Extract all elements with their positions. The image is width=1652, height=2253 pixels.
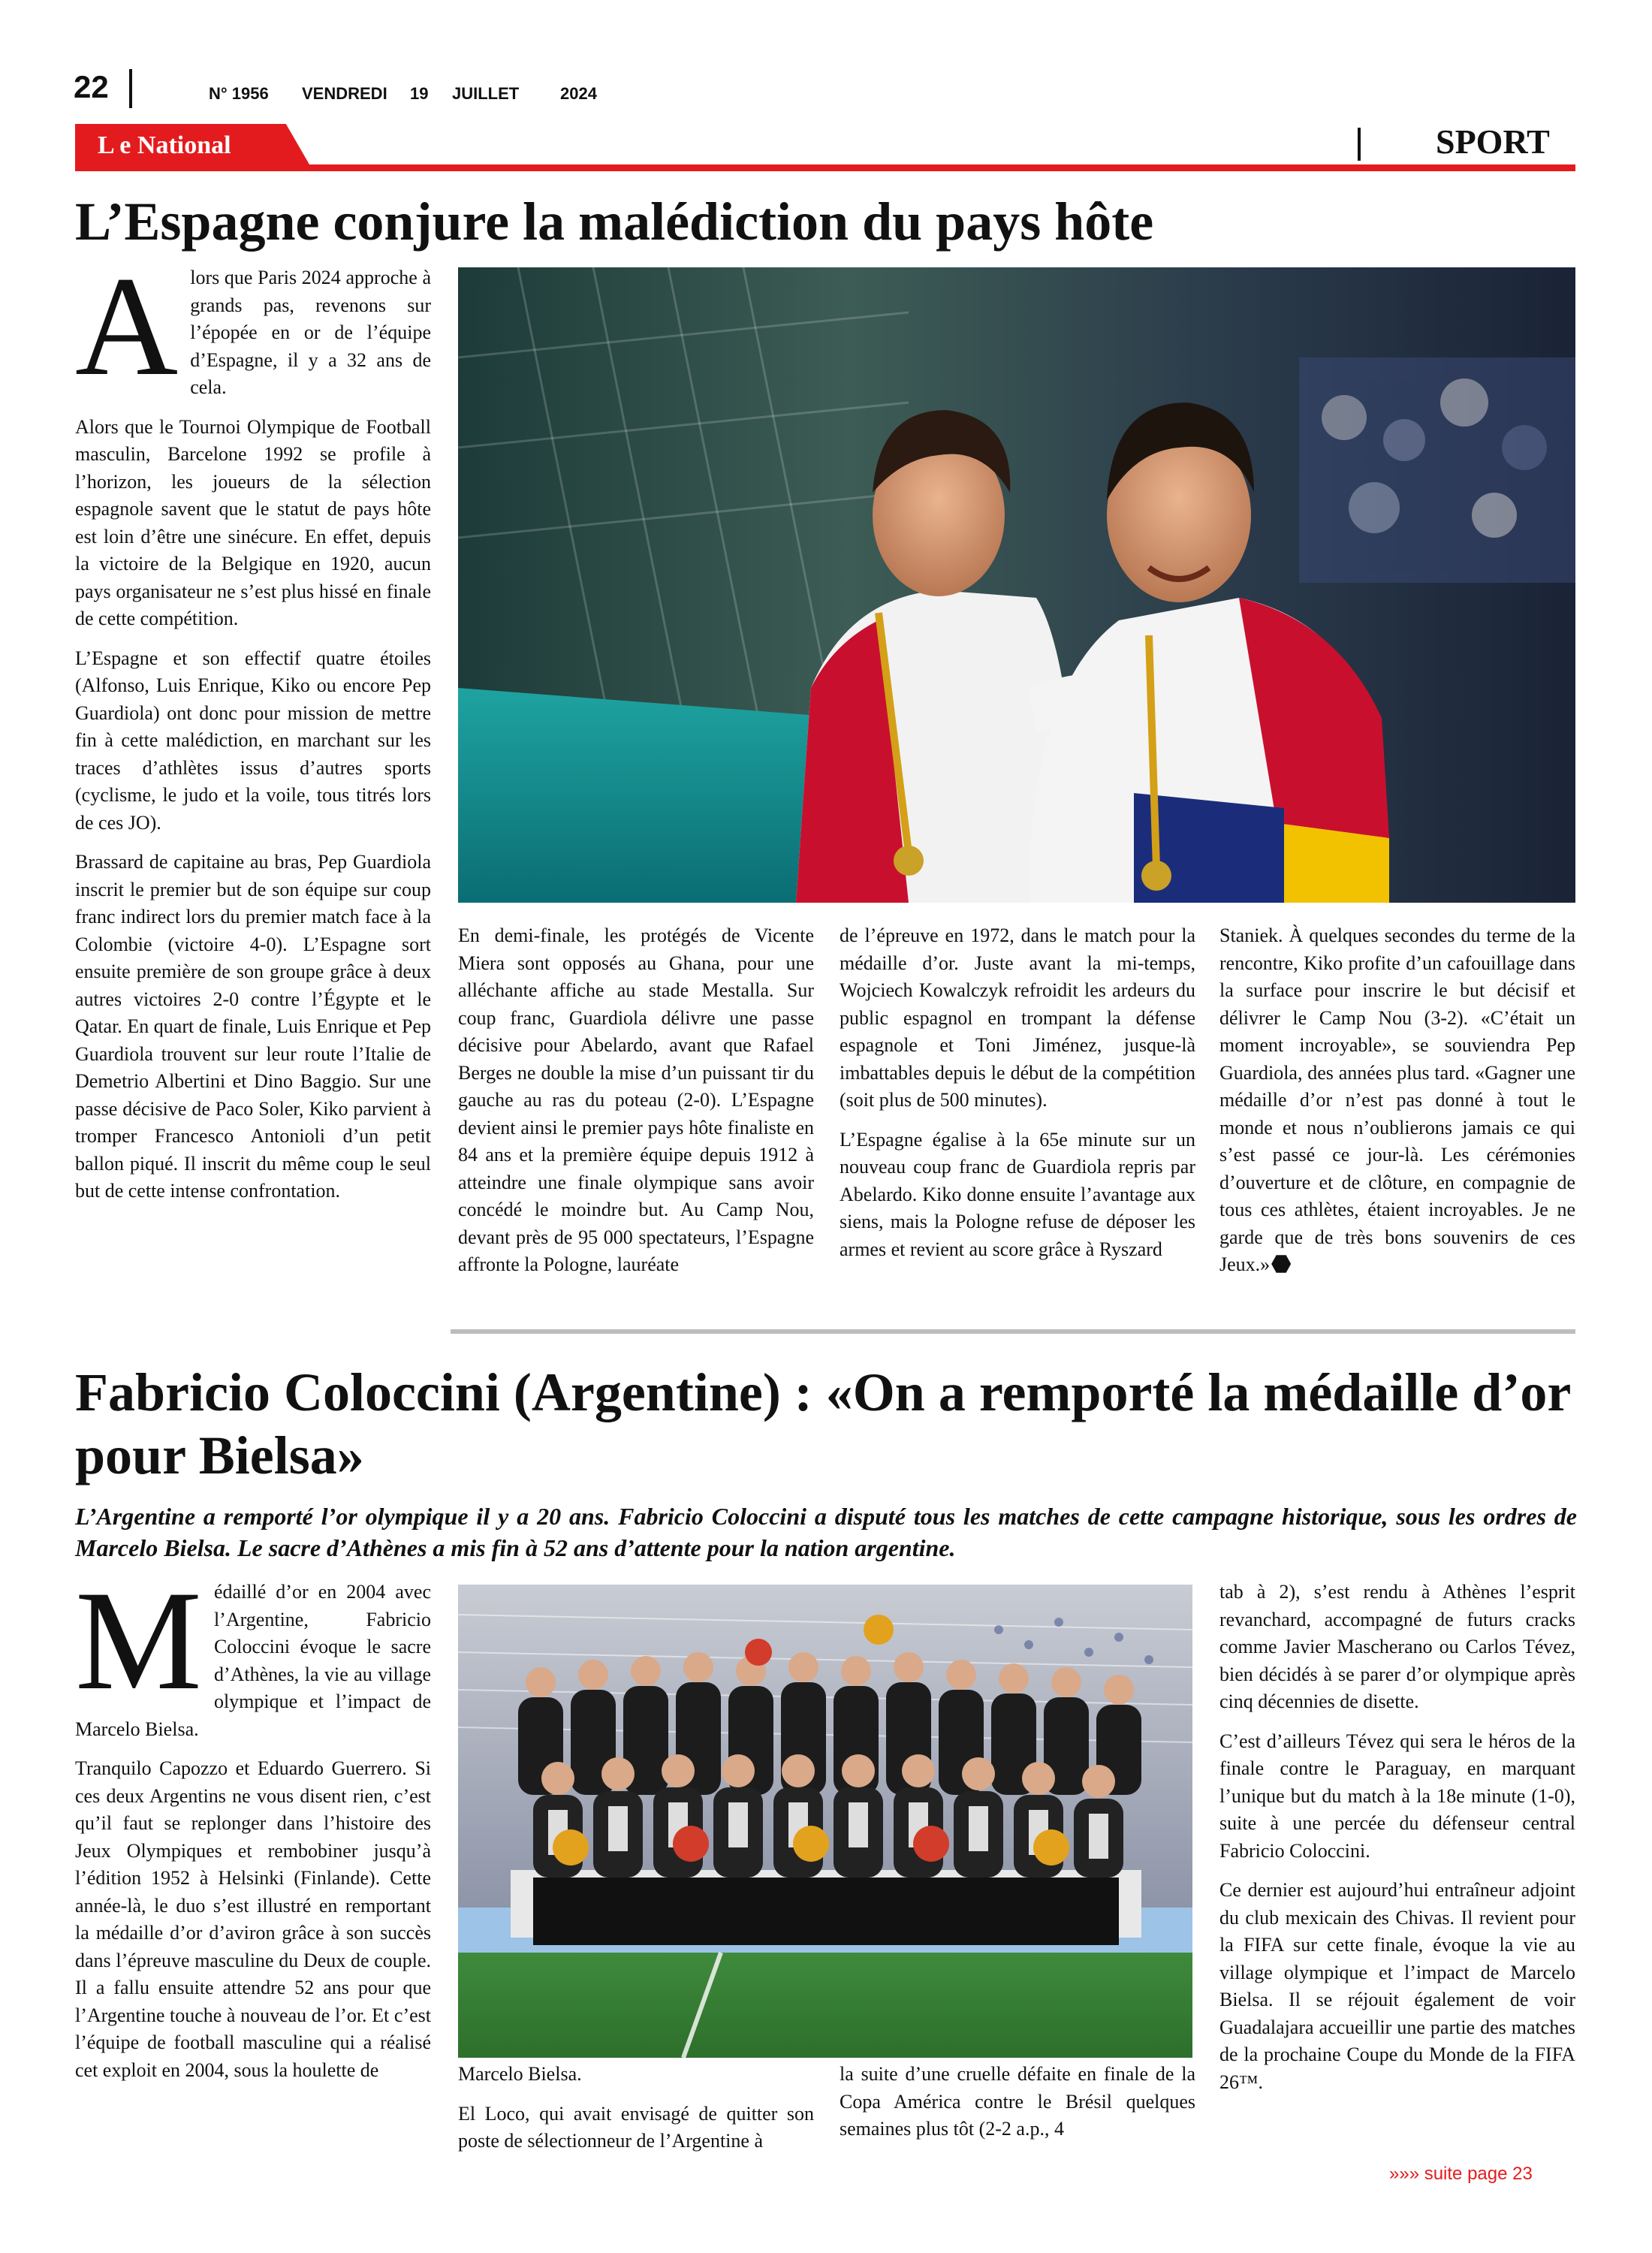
article1-col1-p1: Alors que le Tournoi Olympique de Football masculin, Barcelone 1992 se profile à l’horizon, les joueurs de la sélection espagnole savent que le statut de pays hôte est loin d’être une sinécure. En effet, depuis la victoire de la Belgique en 1920, aucun pays organisateur ne s’est plus hissé en finale de cette compétition. [75, 415, 431, 629]
article2-column-1 [75, 1562, 431, 2096]
section-name: SPORT [1436, 122, 1550, 161]
article2-column-3 [840, 2061, 1195, 2155]
article1-col1-p3: Brassard de capitaine au bras, Pep Guardiola inscrit le premier but de son équipe sur coup franc indirect lors du premier match face à la Colombie (victoire 4-0). L’Espagne sort ensuite première de son groupe grâce à deux autres victoires 2-0 contre l’Égypte et le Qatar. En quart de finale, Luis Enrique et Pep Guardiola trouvent sur leur route l’Italie de Demetrio Albertini et Dino Baggio. Sur une passe décisive de Paco Soler, Kiko parvient à tromper Francesco Antonioli d’un petit ballon piqué. Il inscrit du même coup le seul but de cette intense confrontation. [75, 851, 431, 1202]
article-divider [451, 1329, 1575, 1334]
article1-dropcap: A [75, 248, 179, 406]
page-number: 22 [74, 69, 109, 104]
article2-photo [458, 1585, 1192, 2058]
article2-column-4 [1219, 1579, 1575, 2108]
continued-on-page[interactable]: »»» suite page 23 [1389, 2164, 1533, 2184]
article2-col3-p1: la suite d’une cruelle défaite en finale de la Copa América contre le Brésil quelques semaines plus tôt (2-2 a.p., 4 [840, 2063, 1195, 2140]
article2-standfirst: L’Argentine a remporté l’or olympique il y a 20 ans. Fabricio Coloccini a disputé tous les matches de cette campagne historique, sous les ordres de Marcelo Bielsa. Le sacre d’Athènes a mis fin à 52 ans d’attente pour la nation argentine. [75, 1503, 1577, 1561]
issue-month: JUILLET [452, 84, 520, 103]
end-of-article-icon [1271, 1254, 1291, 1274]
issue-day: VENDREDI [302, 84, 387, 103]
article1-column-4 [1219, 922, 1575, 1291]
article2-lead: édaillé d’or en 2004 avec l’Argentine, Fabricio Coloccini évoque le sacre d’Athènes, la vie au village olympique et l’impact de Marcelo Bielsa. [75, 1581, 431, 1740]
article2-col2-p1: Marcelo Bielsa. [458, 2063, 582, 2085]
article2-col4-p2: C’est d’ailleurs Tévez qui sera le héros de la finale contre le Paraguay, en marquant l’unique but du match à la 18e minute (1-0), suite à une percée du défenseur central Fabricio Coloccini. [1219, 1730, 1575, 1862]
article2-col2-p2: El Loco, qui avait envisagé de quitter son poste de sélectionneur de l’Argentine à [458, 2102, 814, 2152]
article2-dropcap: M [75, 1562, 202, 1720]
article1-column-3 [840, 922, 1195, 1275]
article1-column-1 [75, 248, 431, 1217]
article2-col1-p1: Tranquilo Capozzo et Eduardo Guerrero. Si ces deux Argentins ne vous disent rien, c’est qu’il faut se replonger dans l’histoire des Jeux Olympiques et rembobiner jusqu’à l’édition 1952 à Helsinki (Finlande). Cette année-là, le duo s’est illustré en remportant la médaille d’or d’aviron grâce à son succès dans l’épreuve masculine du Deux de couple. Il a fallu ensuite attendre 52 ans pour que l’Argentine touche à nouveau de l’or. Et c’est l’équipe de football masculine qui a réalisé cet exploit en 2004, sous la houlette de [75, 1757, 431, 2081]
header-separator [129, 69, 132, 108]
article1-photo [458, 267, 1575, 903]
article1-lead: lors que Paris 2024 approche à grands pas, revenons sur l’épopée en or de l’équipe d’Espagne, il y a 32 ans de cela. [190, 267, 431, 398]
issue-year: 2024 [560, 84, 597, 103]
brand-name: L e National [98, 131, 231, 159]
header-rule [75, 164, 1575, 171]
article1-col3-p1: de l’épreuve en 1972, dans le match pour la médaille d’or. Juste avant la mi-temps, Wojciech Kowalczyk refroidit les ardeurs du public espagnol en trompant la défense espagnole et Toni Jiménez, jusque-là imbattables depuis le début de la compétition (soit plus de 500 minutes). [840, 924, 1195, 1111]
article1-col1-p2: L’Espagne et son effectif quatre étoiles (Alfonso, Luis Enrique, Kiko ou encore Pep Guardiola) ont donc pour mission de mettre fin à cette malédiction, en marchant sur les traces d’athlètes issus d’autres sports (cyclisme, le judo et la voile, tous titrés lors de ces JO). [75, 647, 431, 834]
article2-headline: Fabricio Coloccini (Argentine) : «On a remporté la médaille d’or pour Bielsa» [75, 1362, 1570, 1485]
article1-col2-p1: En demi-finale, les protégés de Vicente Miera sont opposés au Ghana, pour une alléchante affiche au stade Mestalla. Sur coup franc, Guardiola délivre une passe décisive pour Abelardo, avant que Rafael Berges ne double la mise d’un puissant tir du gauche au ras du poteau (2-0). L’Espagne devient ainsi le premier pays hôte finaliste en 84 ans et la première équipe depuis 1912 à atteindre une finale olympique sans avoir concédé le moindre but. Au Camp Nou, devant près de 95 000 spectateurs, l’Espagne affronte la Pologne, lauréate [458, 924, 814, 1275]
article1-col3-p2: L’Espagne égalise à la 65e minute sur un nouveau coup franc de Guardiola repris par Abelardo. Kiko donne ensuite l’avantage aux siens, mais la Pologne refuse de déposer les armes et revient au score grâce à Ryszard [840, 1128, 1195, 1260]
section-separator [1358, 128, 1361, 161]
issue-number: N° 1956 [209, 84, 269, 103]
article2-column-2 [458, 2061, 814, 2167]
issue-date-number: 19 [410, 84, 429, 103]
article2-col4-p1: tab à 2), s’est rendu à Athènes l’esprit revanchard, accompagné de futurs cracks comme Javier Mascherano ou Carlos Tévez, bien décidés à se parer d’or olympique après cinq décennies de disette. [1219, 1581, 1575, 1712]
article1-headline: L’Espagne conjure la malédiction du pays hôte [75, 192, 1154, 252]
article1-column-2 [458, 922, 814, 1291]
article2-col4-p3: Ce dernier est aujourd’hui entraîneur adjoint du club mexicain des Chivas. Il revient pour la FIFA sur cette finale, évoque la vie au village olympique et l’impact de Marcelo Bielsa. Il se réjouit également de voir Guadalajara accueillir une partie des matches de la prochaine Coupe du Monde de la FIFA 26™. [1219, 1879, 1575, 2093]
article1-col4-p1: Staniek. À quelques secondes du terme de la rencontre, Kiko profite d’un cafouillage dans la surface pour inscrire le but décisif et délivrer le Camp Nou (3-2). «C’était un moment incroyable», se souviendra Pep Guardiola, des années plus tard. «Gagner une médaille d’or n’est pas donné à tout le monde et nous n’oublierons jamais ce qui s’est passé ce jour-là. Les cérémonies d’ouverture et de clôture, en compagnie de tous ces athlètes, étaient incroyables. Je ne garde que de très bons souvenirs de ces Jeux.» [1219, 924, 1575, 1275]
